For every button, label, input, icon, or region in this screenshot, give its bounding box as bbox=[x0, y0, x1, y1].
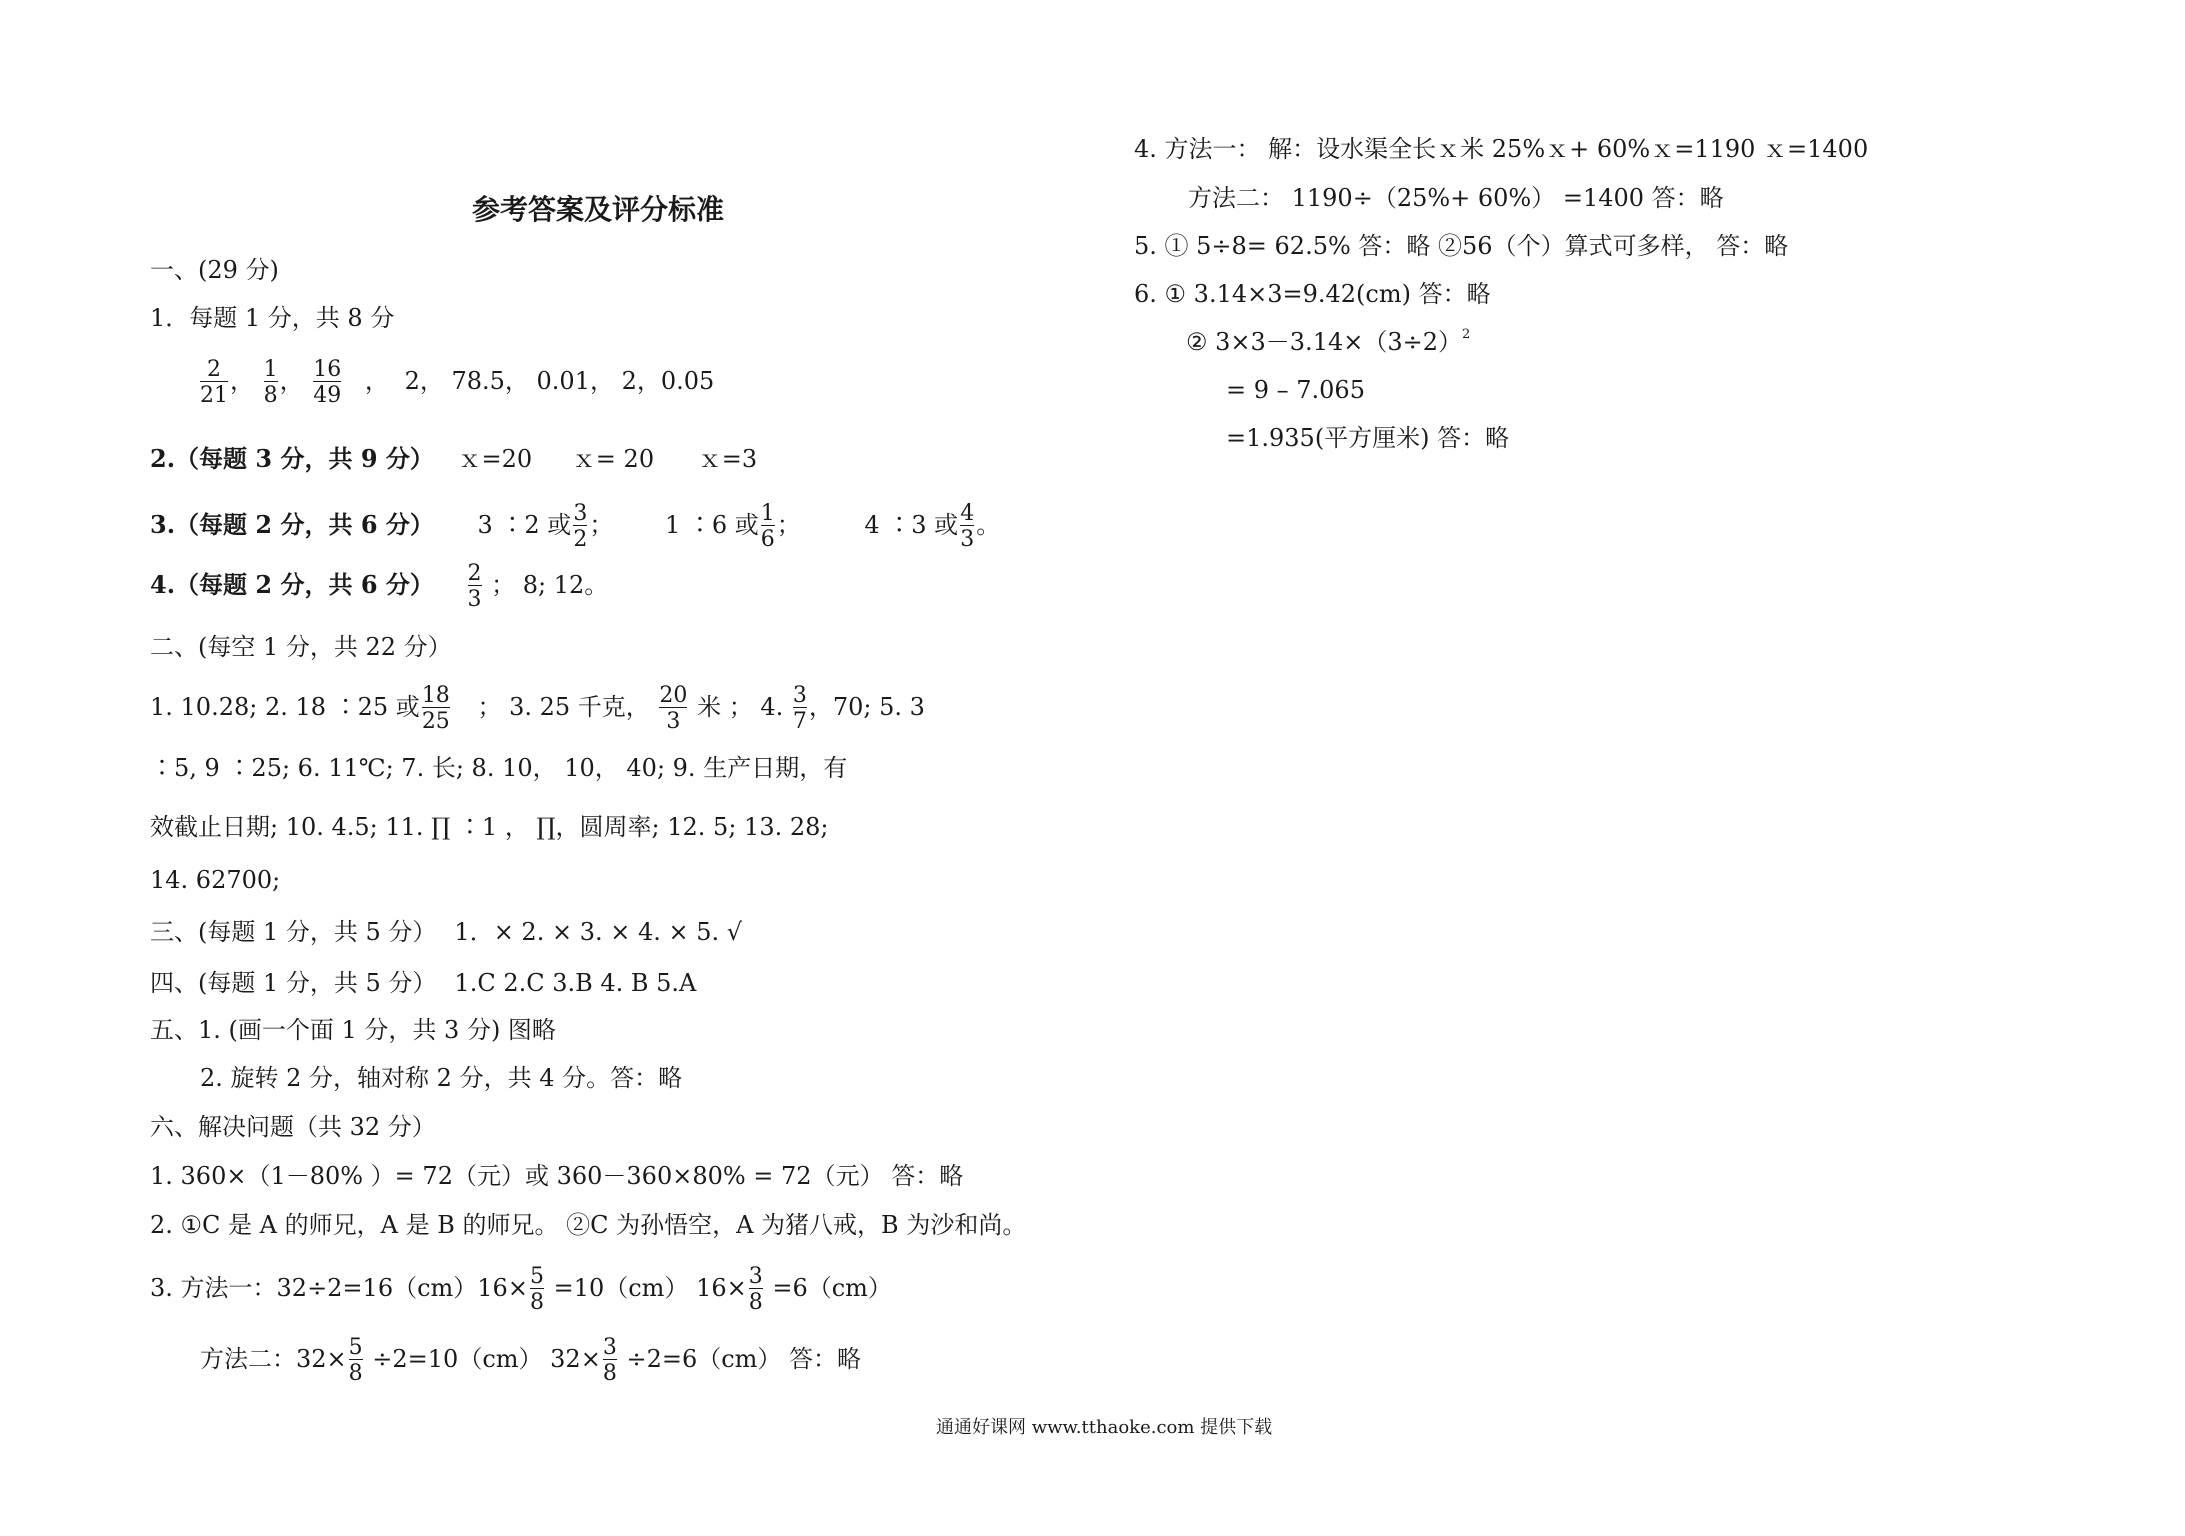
fraction: $\frac{4}{3}$ bbox=[960, 501, 975, 553]
s6-q2: 2. ①C 是 A 的师兄，A 是 B 的师兄。 ②C 为孙悟空，A 为猪八戒，B 为沙和尚。 bbox=[150, 1211, 1027, 1239]
fraction: $\frac{20}{3}$ bbox=[659, 683, 688, 735]
fraction: $\frac{3}{2}$ bbox=[573, 501, 588, 553]
fraction: $\frac{2}{3}$ bbox=[467, 561, 482, 613]
right-q6-line-1: 6. ① 3.14×3=9.42(cm) 答：略 bbox=[1134, 280, 1491, 308]
fraction: $\frac{3}{8}$ bbox=[748, 1264, 763, 1316]
s1-q3: 3.（每题 2 分，共 6 分） 3 ∶2 或 $\frac{3}{2}$ ； 1 ∶6 或 $\frac{1}{6}$ ； 4 ∶3 或 $\frac{4}{3}$ 。 bbox=[150, 501, 1001, 553]
section-1-header: 一、(29 分) bbox=[150, 256, 279, 284]
s1-q4: 4.（每题 2 分，共 6 分） $\frac{2}{3}$ ； 8; 12。 bbox=[150, 561, 609, 613]
s2-line-3: 效截止日期; 10. 4.5; 11. ∏ ∶1 ， ∏，圆周率; 12. 5; 13. 28; bbox=[150, 813, 829, 841]
right-q6-line-2: ② $3\times 3-3.14\times(3\div 2)^2$ bbox=[1186, 327, 1471, 356]
fraction: $\frac{1}{8}$ bbox=[263, 357, 278, 409]
fraction: $\frac{2}{21}$ bbox=[200, 357, 228, 409]
section-2-header: 二、(每空 1 分，共 22 分） bbox=[150, 633, 452, 661]
section-4: 四、(每题 1 分，共 5 分） 1.C 2.C 3.B 4. B 5.A bbox=[150, 969, 697, 997]
section-5-line-1: 五、1. (画一个面 1 分，共 3 分) 图略 bbox=[150, 1016, 556, 1044]
right-q4-line-1: 4. 方法一： 解：设水渠全长ｘ米 25%ｘ+ 60%ｘ=1190 ｘ=1400 bbox=[1134, 135, 1869, 163]
s6-q3-line-1: 3. 方法一：32÷2=16（cm）16× $\frac{5}{8}$ =10（cm） 16× $\frac{3}{8}$ =6（cm） bbox=[150, 1264, 892, 1316]
s1-q1-answers: $\frac{2}{21}$ ， $\frac{1}{8}$ ， $\frac{16}{49}$ ， 2， 78.5， 0.01， 2，0.05 bbox=[200, 357, 715, 409]
fraction: $\frac{5}{8}$ bbox=[529, 1264, 544, 1316]
s6-q1: 1. 360×（1－80% ）= 72（元）或 360－360×80% = 72（元） 答：略 bbox=[150, 1162, 964, 1190]
fraction: $\frac{3}{7}$ bbox=[792, 683, 807, 735]
footer-source: 通通好课网 www.tthaoke.com 提供下载 bbox=[936, 1417, 1273, 1438]
right-q6-line-3: = 9 – 7.065 bbox=[1226, 376, 1365, 404]
s1-q1-label: 1．每题 1 分，共 8 分 bbox=[150, 304, 395, 332]
page-title: 参考答案及评分标准 bbox=[472, 193, 725, 226]
fraction: $\frac{3}{8}$ bbox=[602, 1335, 617, 1387]
section-6-header: 六、解决问题（共 32 分） bbox=[150, 1113, 436, 1141]
s1-q2: 2.（每题 3 分，共 9 分） ｘ=20 ｘ= 20 ｘ=3 bbox=[150, 444, 758, 473]
fraction: $\frac{18}{25}$ bbox=[421, 683, 450, 735]
s6-q3-line-2: 方法二：32× $\frac{5}{8}$ ÷2=10（cm） 32× $\frac{3}{8}$ ÷2=6（cm） 答：略 bbox=[200, 1335, 862, 1387]
fraction: $\frac{1}{6}$ bbox=[760, 501, 775, 553]
right-q4-line-2: 方法二： 1190÷（25%+ 60%） =1400 答：略 bbox=[1188, 184, 1724, 212]
section-3: 三、(每题 1 分，共 5 分） 1．× 2. × 3. × 4. × 5. √ bbox=[150, 918, 743, 946]
s2-line-4: 14. 62700; bbox=[150, 866, 281, 894]
fraction: $\frac{5}{8}$ bbox=[348, 1335, 363, 1387]
s2-line-1: 1. 10.28; 2. 18 ∶25 或 $\frac{18}{25}$ ； 3. 25 千克， $\frac{20}{3}$ 米 ； 4. $\frac{3}{7}$ ，70; 5. 3 bbox=[150, 683, 925, 735]
s2-line-2: ∶5, 9 ∶25; 6. 11℃; 7. 长; 8. 10， 10， 40; 9. 生产日期，有 bbox=[150, 754, 848, 782]
fraction: $\frac{16}{49}$ bbox=[313, 357, 342, 409]
right-q5: 5. ① 5÷8= 62.5% 答：略 ②56（个）算式可多样， 答：略 bbox=[1134, 232, 1789, 260]
section-5-line-2: 2. 旋转 2 分，轴对称 2 分，共 4 分。答：略 bbox=[200, 1064, 683, 1092]
right-q6-line-4: =1.935(平方厘米) 答：略 bbox=[1226, 424, 1510, 452]
